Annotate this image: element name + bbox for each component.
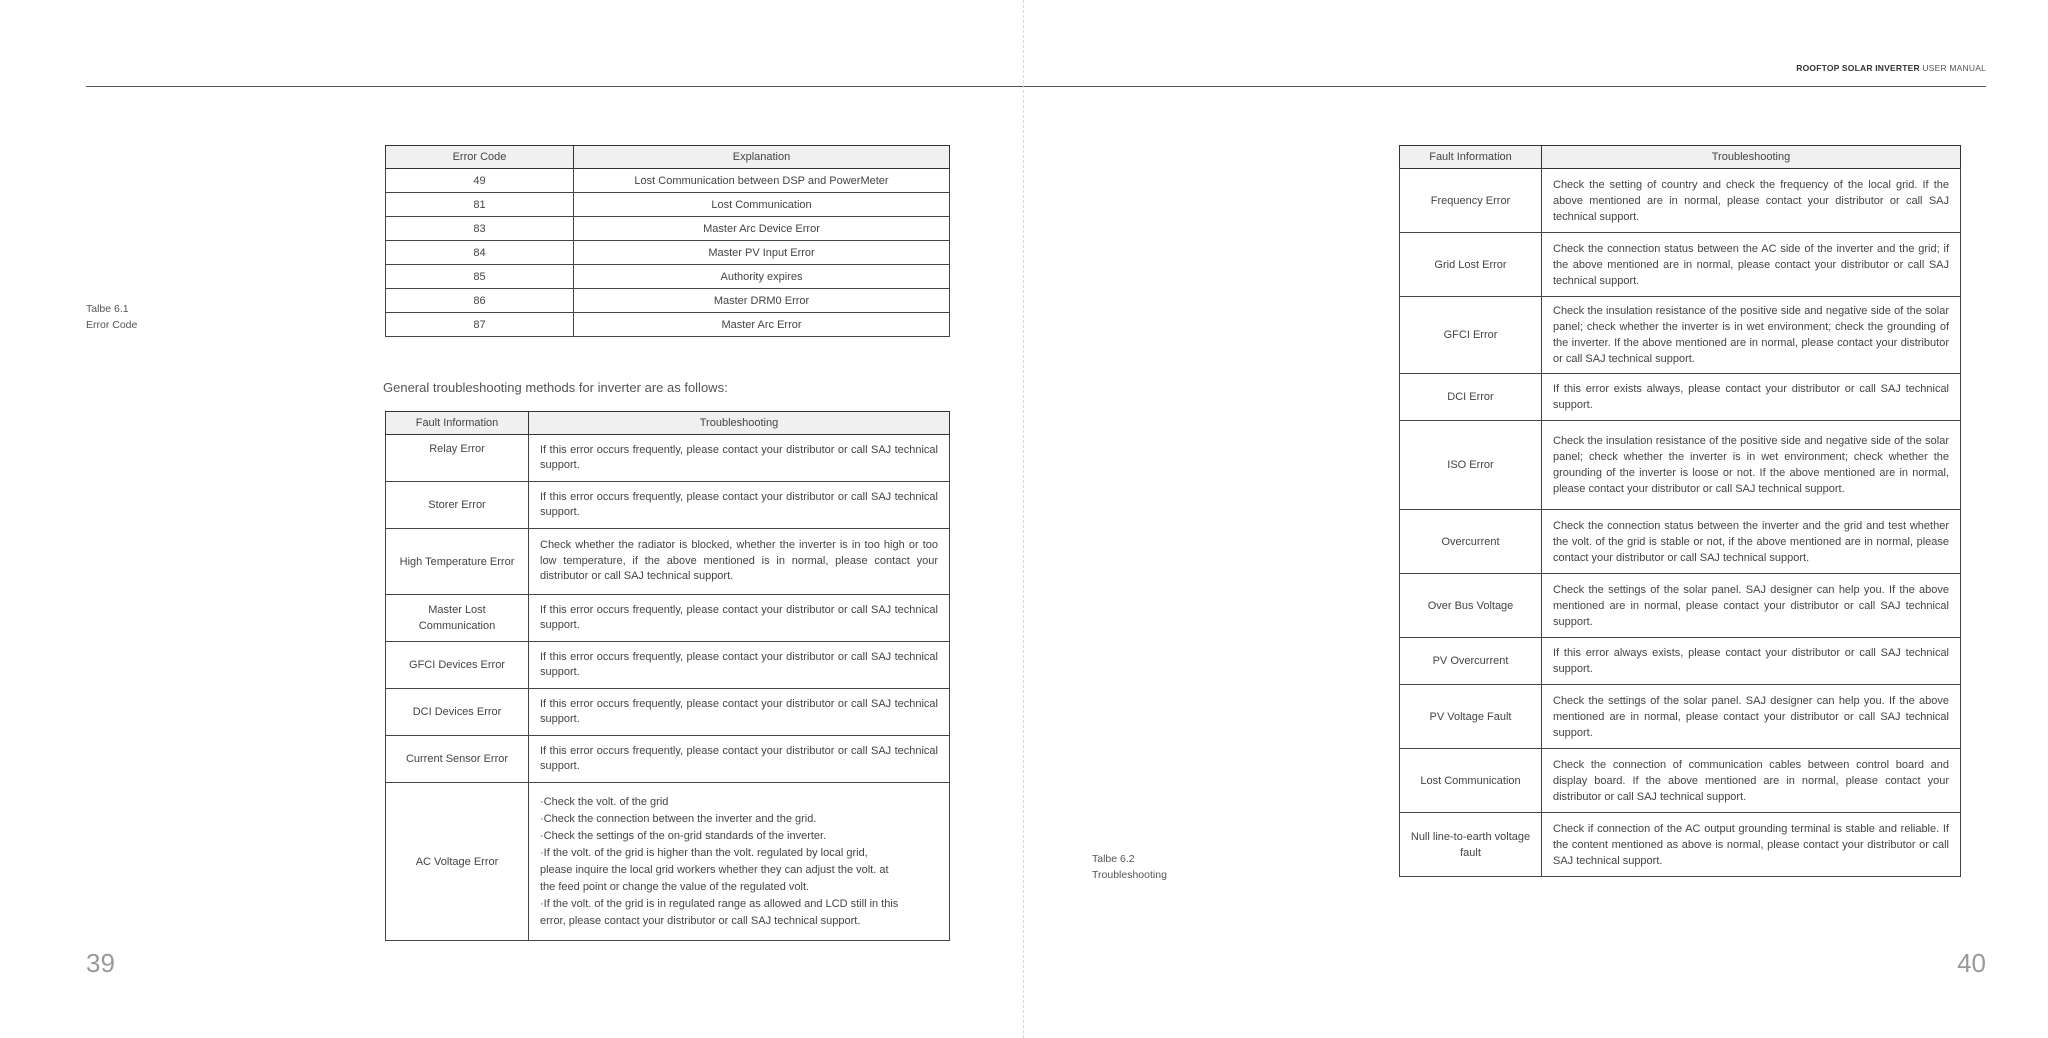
table-row <box>1400 374 1961 421</box>
table-row <box>386 169 950 193</box>
header-rule <box>1024 86 1986 87</box>
table-row <box>386 313 950 337</box>
fault-name-cell: GFCI Devices Error <box>386 642 529 689</box>
troubleshooting-cell: If this error exists always, please contact your distributor or call SAJ technical support. <box>1542 374 1961 421</box>
table-row <box>386 595 950 642</box>
table-row <box>1400 813 1961 877</box>
troubleshooting-cell: If this error occurs frequently, please contact your distributor or call SAJ technical support. <box>529 482 950 529</box>
table-row <box>386 736 950 783</box>
caption-title: Troubleshooting <box>1092 869 1167 881</box>
table-caption-6-1 <box>86 301 137 333</box>
column-header-troubleshooting: Troubleshooting <box>1542 146 1961 169</box>
troubleshooting-cell: Check the settings of the solar panel. SAJ designer can help you. If the above mentioned are in normal, please contact your distributor or call SAJ technical support. <box>1542 685 1961 749</box>
table-row <box>1400 233 1961 297</box>
running-head <box>1796 63 1986 73</box>
fault-name-cell: Grid Lost Error <box>1400 233 1542 297</box>
running-head-doc: USER MANUAL <box>1922 63 1986 73</box>
intro-text: General troubleshooting methods for inverter are as follows: <box>383 380 728 395</box>
table-row <box>386 241 950 265</box>
troubleshooting-cell: Check the connection of communication cables between control board and display board. If the above mentioned are in normal, please contact your distributor or call SAJ technical support. <box>1542 749 1961 813</box>
table-row <box>1400 749 1961 813</box>
fault-name-cell: Over Bus Voltage <box>1400 574 1542 638</box>
table-header-row <box>1400 146 1961 169</box>
ac-line: the feed point or change the value of the regulated volt. <box>540 880 810 893</box>
table-row <box>1400 421 1961 510</box>
troubleshooting-cell: Check if connection of the AC output grounding terminal is stable and reliable. If the content mentioned as above is normal, please contact your distributor or call SAJ technical support. <box>1542 813 1961 877</box>
error-code-table <box>385 145 950 337</box>
troubleshooting-cell: If this error occurs frequently, please contact your distributor or call SAJ technical support. <box>529 736 950 783</box>
ac-line: error, please contact your distributor or call SAJ technical support. <box>540 914 861 927</box>
table-row <box>386 217 950 241</box>
troubleshooting-cell: Check the setting of country and check the frequency of the local grid. If the above mentioned are in normal, please contact your distributor or call SAJ technical support. <box>1542 169 1961 233</box>
troubleshooting-cell: Check the settings of the solar panel. SAJ designer can help you. If the above mentioned are in normal, please contact your distributor or call SAJ technical support. <box>1542 574 1961 638</box>
table-row <box>1400 510 1961 574</box>
explanation-cell: Lost Communication between DSP and PowerMeter <box>574 169 950 193</box>
error-code-cell: 87 <box>386 313 574 337</box>
troubleshooting-cell: If this error occurs frequently, please contact your distributor or call SAJ technical support. <box>529 642 950 689</box>
table-row <box>386 783 950 941</box>
troubleshooting-table-left <box>385 411 950 941</box>
troubleshooting-cell: If this error always exists, please contact your distributor or call SAJ technical support. <box>1542 638 1961 685</box>
header-rule <box>86 86 1024 87</box>
fault-name-cell: PV Overcurrent <box>1400 638 1542 685</box>
explanation-cell: Master PV Input Error <box>574 241 950 265</box>
caption-number: Talbe 6.1 <box>86 303 129 315</box>
fault-name-cell: DCI Error <box>1400 374 1542 421</box>
troubleshooting-cell: If this error occurs frequently, please contact your distributor or call SAJ technical support. <box>529 435 950 482</box>
table-row <box>386 689 950 736</box>
explanation-cell: Lost Communication <box>574 193 950 217</box>
fault-name-cell: High Temperature Error <box>386 529 529 595</box>
column-header-fault: Fault Information <box>1400 146 1542 169</box>
caption-number: Talbe 6.2 <box>1092 853 1135 865</box>
table-header-row <box>386 146 950 169</box>
table-row <box>1400 638 1961 685</box>
error-code-cell: 81 <box>386 193 574 217</box>
explanation-cell: Master Arc Device Error <box>574 217 950 241</box>
fault-name-cell: PV Voltage Fault <box>1400 685 1542 749</box>
fault-name-cell: Overcurrent <box>1400 510 1542 574</box>
table-row <box>1400 297 1961 374</box>
table-row <box>386 435 950 482</box>
table-row <box>1400 685 1961 749</box>
table-row <box>386 193 950 217</box>
troubleshooting-cell: Check the connection status between the inverter and the grid and test whether the volt. of the grid is stable or not, if the above mentioned are in normal, please contact your distributor or call SAJ technical support. <box>1542 510 1961 574</box>
fault-name-cell: Current Sensor Error <box>386 736 529 783</box>
fault-name-cell: Lost Communication <box>1400 749 1542 813</box>
troubleshooting-cell: Check the insulation resistance of the positive side and negative side of the solar panel; check whether the inverter is in wet environment; check whether the grounding of the inverter is loose or not. If the above mentioned are in normal, please contact your distributor or call SAJ technical support. <box>1542 421 1961 510</box>
ac-line: ·If the volt. of the grid is in regulated range as allowed and LCD still in this <box>540 897 899 910</box>
ac-line: ·Check the connection between the inverter and the grid. <box>540 812 817 825</box>
table-caption-6-2 <box>1092 851 1167 883</box>
running-head-brand: ROOFTOP SOLAR INVERTER <box>1796 63 1920 73</box>
table-row <box>1400 169 1961 233</box>
explanation-cell: Master Arc Error <box>574 313 950 337</box>
table-row <box>386 642 950 689</box>
page-number: 40 <box>1957 948 1986 978</box>
error-code-cell: 49 <box>386 169 574 193</box>
table-row <box>386 289 950 313</box>
fault-name-cell: ISO Error <box>1400 421 1542 510</box>
troubleshooting-cell: If this error occurs frequently, please contact your distributor or call SAJ technical support. <box>529 595 950 642</box>
error-code-cell: 86 <box>386 289 574 313</box>
troubleshooting-cell: Check the connection status between the AC side of the inverter and the grid; if the above mentioned are in normal, please contact your distributor or call SAJ technical support. <box>1542 233 1961 297</box>
column-header-error-code: Error Code <box>386 146 574 169</box>
explanation-cell: Authority expires <box>574 265 950 289</box>
column-header-troubleshooting: Troubleshooting <box>529 412 950 435</box>
right-page <box>1024 0 2048 1038</box>
caption-title: Error Code <box>86 319 138 331</box>
fault-name-cell: AC Voltage Error <box>386 783 529 941</box>
page-number: 39 <box>86 948 115 978</box>
column-header-fault: Fault Information <box>386 412 529 435</box>
error-code-cell: 85 <box>386 265 574 289</box>
table-header-row <box>386 412 950 435</box>
error-code-cell: 83 <box>386 217 574 241</box>
table-row <box>386 482 950 529</box>
ac-line: please inquire the local grid workers whether they can adjust the volt. at <box>540 863 889 876</box>
fault-name-cell: Null line-to-earth voltage fault <box>1400 813 1542 877</box>
error-code-cell: 84 <box>386 241 574 265</box>
table-row <box>386 529 950 595</box>
table-row <box>386 265 950 289</box>
ac-line: ·Check the settings of the on-grid standards of the inverter. <box>540 829 827 842</box>
fault-name-cell: GFCI Error <box>1400 297 1542 374</box>
ac-line: ·If the volt. of the grid is higher than the volt. regulated by local grid, <box>540 846 868 859</box>
troubleshooting-cell: Check the insulation resistance of the positive side and negative side of the solar panel; check whether the inverter is in wet environment; check the grounding of the inverter. If the above mentioned are in normal, please contact your distributor or call SAJ technical support. <box>1542 297 1961 374</box>
troubleshooting-cell: Check whether the radiator is blocked, whether the inverter is in too high or too low temperature, if the above mentioned is in normal, please contact your distributor or call SAJ technical support. <box>529 529 950 595</box>
fault-name-cell: Relay Error <box>386 435 529 482</box>
troubleshooting-table-right <box>1399 145 1961 877</box>
column-header-explanation: Explanation <box>574 146 950 169</box>
fault-name-cell: Master Lost Communication <box>386 595 529 642</box>
troubleshooting-cell <box>529 783 950 941</box>
fault-name-cell: Frequency Error <box>1400 169 1542 233</box>
troubleshooting-cell: If this error occurs frequently, please contact your distributor or call SAJ technical support. <box>529 689 950 736</box>
ac-line: ·Check the volt. of the grid <box>540 795 669 808</box>
fault-name-cell: Storer Error <box>386 482 529 529</box>
table-row <box>1400 574 1961 638</box>
fault-name-cell: DCI Devices Error <box>386 689 529 736</box>
explanation-cell: Master DRM0 Error <box>574 289 950 313</box>
